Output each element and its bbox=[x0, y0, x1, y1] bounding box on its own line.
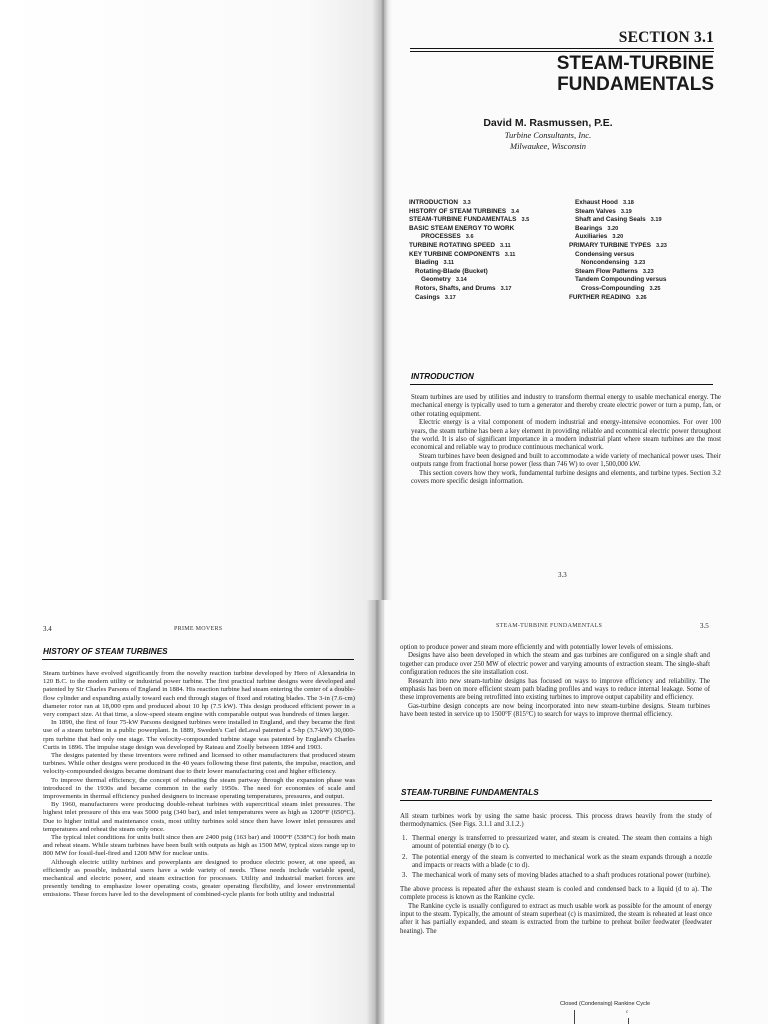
figure-curve bbox=[628, 1018, 629, 1024]
binding-gutter bbox=[372, 0, 392, 600]
page-number: 3.4 bbox=[43, 625, 52, 633]
contents-entry-label: PROCESSES bbox=[421, 233, 461, 241]
contents-entry bbox=[409, 216, 529, 225]
contents-entry bbox=[569, 285, 667, 294]
running-head: PRIME MOVERS bbox=[174, 626, 223, 632]
contents-entry-page: 3.23 bbox=[642, 268, 654, 275]
contents-entry-page: 3.25 bbox=[649, 285, 661, 292]
contents-entry-label: Steam Valves bbox=[575, 207, 616, 215]
contents-entry bbox=[569, 276, 667, 285]
paragraph: By 1960, manufacturers were producing double-reheat turbines with supercritical steam inlet pressures. The highest inlet pressure of this era was 5000 psig (340 bar), and inlet temperatures were as high as 1200°F (650°C). Due to higher initial and maintenance costs, most utility turbines sold since then have lower inlet pressures and temperatures and reheat the steam only once. bbox=[43, 801, 355, 833]
contents-entry-page: 3.17 bbox=[444, 294, 456, 301]
contents-entry-label: Bearings bbox=[575, 224, 603, 232]
contents-entry-label: Steam Flow Patterns bbox=[575, 267, 638, 275]
process-step bbox=[402, 854, 712, 871]
step-number: 2. bbox=[402, 853, 408, 861]
contents-entry-page: 3.23 bbox=[634, 260, 646, 267]
contents-entry bbox=[409, 276, 529, 285]
contents-entry-label: TURBINE ROTATING SPEED bbox=[409, 241, 496, 249]
contents-entry bbox=[409, 294, 529, 303]
author-affiliation: Turbine Consultants, Inc. bbox=[504, 130, 592, 140]
contents-entry-page: 3.23 bbox=[656, 242, 667, 249]
contents-entry-label: Shaft and Casing Seals bbox=[575, 216, 646, 224]
contents-entry-page: 3.19 bbox=[650, 217, 662, 224]
introduction-text bbox=[411, 394, 721, 486]
contents-entry bbox=[569, 294, 667, 303]
history-page bbox=[0, 600, 384, 1024]
contents-entry bbox=[409, 242, 529, 251]
paragraph: Electric energy is a vital component of modern industrial and energy-intensive economies. For over 100 years, the steam turbine has been a key element in providing reliable and economical electric power throughout the world. It is also of significant importance in a modern industrial plant where steam turbines are the most economical and reliable way to produce continuous mechanical work. bbox=[411, 419, 721, 452]
contents-entry-page: 3.26 bbox=[635, 294, 647, 301]
contents-entry-label: PRIMARY TURBINE TYPES bbox=[569, 241, 652, 249]
contents-entry-page: 3.6 bbox=[465, 234, 474, 241]
paragraph: This section covers how they work, fundamental turbine designs and elements, and turbine types. Section 3.2 covers more specific design information. bbox=[411, 469, 721, 486]
contents-entry bbox=[409, 233, 529, 242]
contents-entry-label: Cross-Compounding bbox=[581, 284, 645, 292]
chapter-title bbox=[460, 53, 714, 95]
section-opening-page bbox=[384, 0, 768, 600]
page-number: 3.3 bbox=[558, 571, 567, 579]
process-steps bbox=[402, 835, 712, 881]
contents-entry-page: 3.20 bbox=[612, 234, 624, 241]
paragraph: The above process is repeated after the exhaust steam is cooled and condensed back to a liquid (d to a). The complete process is known as the Rankine cycle. bbox=[400, 885, 712, 902]
step-text: The mechanical work of many sets of moving blades attached to a shaft produces rotational power (turbine). bbox=[412, 872, 711, 880]
paragraph: The Rankine cycle is usually configured to extract as much usable work as possible for the amount of energy input to the steam. Typically, the amount of steam superheat (c) is maximized, the steam is reheated at least once after it has partially expanded, and steam is extracted from the turbine to preheat boiler feedwater (feedwater heating). The bbox=[400, 902, 712, 935]
blank-left-page bbox=[0, 0, 384, 600]
step-number: 1. bbox=[402, 834, 408, 842]
contents-entry-label: Rotors, Shafts, and Drums bbox=[415, 284, 496, 292]
paragraph: In 1890, the first of four 75-kW Parsons designed turbines were installed in England, and they became the first use of a steam turbine in a public powerplant. In 1889, Sweden's Carl deLaval patented a 5-hp (3.7-kW) 30,000-rpm turbine that had only one stage. The velocity-compounded turbine stage was patented by England's Charles Curtis in 1896. The impulse stage design was developed by Rateau and Zoelly between 1894 and 1903. bbox=[43, 719, 355, 751]
chapter-title-line: FUNDAMENTALS bbox=[557, 74, 714, 95]
step-text: Thermal energy is transferred to pressurized water, and steam is created. The steam then contains a high amount of potential energy (b to c). bbox=[412, 834, 712, 851]
contents-entry-page: 3.11 bbox=[500, 242, 511, 249]
section-heading: INTRODUCTION bbox=[411, 372, 474, 381]
contents-entry bbox=[569, 208, 667, 217]
contents-entry-label: Exhaust Hood bbox=[575, 199, 618, 206]
fundamentals-page bbox=[384, 600, 768, 1024]
author-location: Milwaukee, Wisconsin bbox=[509, 141, 586, 151]
section-heading: STEAM-TURBINE FUNDAMENTALS bbox=[401, 788, 539, 797]
contents-entry bbox=[409, 251, 529, 260]
contents-entry-page: 3.17 bbox=[500, 285, 512, 292]
contents-entry-label: HISTORY OF STEAM TURBINES bbox=[409, 207, 507, 215]
contents-entry bbox=[569, 268, 667, 277]
contents-entry-label: Rotating-Blade (Bucket) bbox=[415, 267, 488, 275]
section-heading: HISTORY OF STEAM TURBINES bbox=[43, 647, 168, 656]
figure-axis bbox=[574, 1010, 575, 1024]
contents-entry bbox=[569, 216, 667, 225]
contents-entry-label: Auxiliaries bbox=[575, 233, 608, 241]
heading-rule bbox=[410, 384, 713, 385]
contents-entry-label: Casings bbox=[415, 293, 440, 301]
paragraph: To improve thermal efficiency, the concept of reheating the steam partway through the expansion phase was introduced in the 1930s and became common in the early 1950s. The need for economies of scale and improvements in thermal efficiency pushed designers to increase operating temperatures, pressures, and output. bbox=[43, 776, 355, 801]
process-step bbox=[402, 835, 712, 852]
contents-entry-label: Noncondensing bbox=[581, 259, 630, 267]
paragraph: All steam turbines work by using the same basic process. This process draws heavily from the study of thermodynamics. (See Figs. 3.1.1 and 3.1.2.) bbox=[400, 813, 712, 829]
contents-entry bbox=[569, 242, 667, 251]
contents-entry bbox=[569, 233, 667, 242]
contents-entry bbox=[409, 199, 529, 208]
contents-entry-label: INTRODUCTION bbox=[409, 199, 458, 206]
fundamentals-text bbox=[400, 813, 712, 936]
running-head: STEAM-TURBINE FUNDAMENTALS bbox=[496, 623, 603, 629]
title-rule bbox=[410, 48, 714, 49]
paragraph: The typical inlet conditions for units built since then are 2400 psig (163 bar) and 1000°F (538°C) for both main and reheat steam. While steam turbines have been built with outputs as high as 1500 MW, typical sizes range up to 800 MW for fossil-fuel-fired and 1200 MW for nuclear units. bbox=[43, 834, 355, 858]
paragraph: Steam turbines have been designed and built to accommodate a wide variety of mechanical power uses. Their outputs range from fractional horse power (less than 746 W) to over 1,500,000 kW. bbox=[411, 452, 722, 469]
paragraph: Gas-turbine design concepts are now being incorporated into new steam-turbine designs. Steam turbines have been tested in service up to 1500°F (815°C) to search for ways to improve thermal efficiency. bbox=[400, 702, 710, 719]
step-number: 3. bbox=[402, 872, 408, 880]
contents-entry-page: 3.20 bbox=[607, 225, 619, 232]
contents-entry bbox=[409, 208, 529, 217]
contents-entry bbox=[409, 268, 529, 277]
contents-entry-label: Condensing versus bbox=[575, 250, 635, 258]
figure-caption: Closed (Condensing) Rankine Cycle bbox=[560, 1001, 651, 1007]
contents-entry bbox=[569, 199, 667, 208]
contents-entry-label: Blading bbox=[415, 259, 439, 267]
paragraph: Designs have also been developed in which the steam and gas turbines are configured on a single shaft and together can produce over 250 MW of electric power and varying amounts of extraction steam. The single-shaft configuration reduces the site installation cost. bbox=[400, 652, 710, 677]
title-rule bbox=[410, 51, 714, 52]
binding-gutter bbox=[366, 600, 386, 1024]
contents-entry-page: 3.4 bbox=[511, 208, 519, 215]
contents-entry bbox=[569, 225, 667, 234]
contents-entry-page: 3.3 bbox=[463, 200, 471, 206]
paragraph: The designs patented by these inventors were refined and licensed to other manufacturers that produced steam turbines. While other designs were produced in the 40 years following these first patents, the impulse, reaction, and velocity-compounded designs became dominant due to their lower manufacturing cost and higher efficiency. bbox=[43, 752, 355, 776]
heading-rule bbox=[42, 659, 354, 660]
contents-entry-label: STEAM-TURBINE FUNDAMENTALS bbox=[409, 216, 517, 224]
contents-entry-page: 3.11 bbox=[443, 260, 455, 267]
contents-entry-label: FURTHER READING bbox=[569, 293, 631, 301]
contents-entry bbox=[409, 285, 529, 294]
heading-rule bbox=[400, 800, 712, 801]
contents-entry bbox=[569, 251, 667, 260]
contents-column-2 bbox=[569, 199, 667, 302]
contents-entry-label: BASIC STEAM ENERGY TO WORK bbox=[409, 224, 515, 232]
author-name: David M. Rasmussen, P.E. bbox=[483, 117, 613, 129]
contents-entry-label: Tandem Compounding versus bbox=[575, 276, 667, 284]
paragraph: Although electric utility turbines and powerplants are designed to produce electric power, at one speed, as efficiently as possible, industrial users have a wide variety of needs. These needs include variable speed, mechanical and electric power, and steam extraction for processes. Utility and industrial market forces are presently tending to emphasize lower operating costs, greater operating flexibility, and lower environmental emissions. These forces have led to the development of combined-cycle plants for both utility and industrial bbox=[43, 858, 355, 899]
step-text: The potential energy of the steam is converted to mechanical work as the steam expands through a nozzle and impacts or reacts with a blade (c to d). bbox=[412, 853, 712, 870]
bottom-spread bbox=[0, 600, 768, 1024]
contents-entry-page: 3.18 bbox=[622, 200, 634, 206]
contents-column-1 bbox=[409, 199, 529, 302]
contents-entry bbox=[409, 225, 529, 234]
figure-point-label: c bbox=[626, 1010, 629, 1015]
paragraph: option to produce power and steam more efficiently and with potentially lower levels of emissions. bbox=[400, 644, 673, 651]
paragraph: Research into new steam-turbine designs has focused on ways to improve efficiency and reliability. The emphasis has been on more efficient steam path blading profiles and ways to reduce internal leakage. Some of these improvements are being retrofitted into existing turbines to improve output capability and efficiency. bbox=[400, 677, 710, 702]
contents-entry-page: 3.11 bbox=[504, 251, 516, 258]
contents-entry bbox=[409, 259, 529, 268]
contents-entry-page: 3.14 bbox=[455, 277, 467, 284]
section-label: SECTION 3.1 bbox=[618, 29, 714, 46]
paragraph: Steam turbines have evolved significantly from the novelty reaction turbine developed by Hero of Alexandria in 120 B.C. to the modern utility or industrial power turbine. The first practical turbine designs were developed and patented by Sir Charles Parsons of England in 1884. His reaction turbine had steam entering the center of a double-flow cylinder and expanding axially toward each end through stages of fixed and rotating blades. The 3-in (7.6-cm) diameter rotor ran at 18,000 rpm and produced about 10 hp (7.5 kW). This design produced efficient power in a very compact size. At that time, a slow-speed steam engine with comparable output was hundreds of times larger. bbox=[43, 670, 355, 719]
contents-entry-page: 3.5 bbox=[521, 217, 530, 224]
contents-entry bbox=[569, 259, 667, 268]
process-step bbox=[402, 872, 712, 880]
contents-entry-label: KEY TURBINE COMPONENTS bbox=[409, 250, 500, 258]
contents-entry-page: 3.19 bbox=[620, 208, 632, 215]
continued-text bbox=[400, 644, 710, 720]
chapter-title-line: STEAM-TURBINE bbox=[556, 53, 714, 74]
paragraph: Steam turbines are used by utilities and industry to transform thermal energy to usable mechanical energy. The mechanical energy is typically used to turn a generator and thereby create electric power or turn a pump, fan, or other rotating equipment. bbox=[411, 394, 721, 418]
page-number: 3.5 bbox=[700, 622, 709, 630]
history-text bbox=[43, 670, 355, 900]
contents-entry-label: Geometry bbox=[421, 276, 451, 284]
